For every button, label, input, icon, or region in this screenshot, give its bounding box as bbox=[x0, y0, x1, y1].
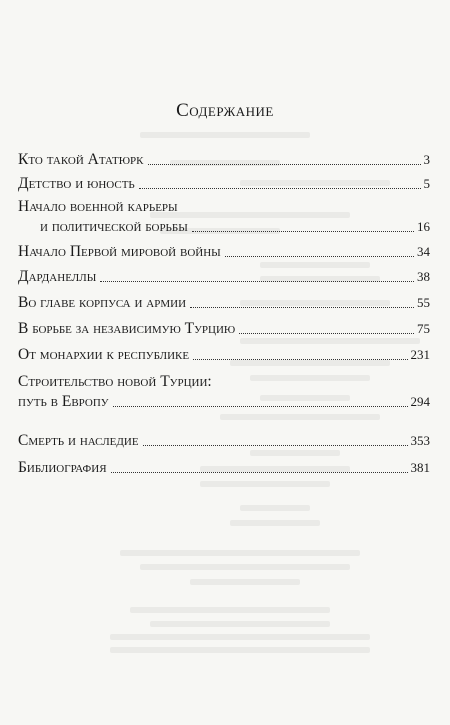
toc-entry-page: 353 bbox=[410, 433, 430, 448]
toc-entry bbox=[18, 319, 430, 339]
toc-entry-title: Во главе корпуса и армии bbox=[18, 294, 187, 311]
toc-entry-title: Начало Первой мировой войны bbox=[18, 243, 221, 260]
toc-entry-title: Дарданеллы bbox=[18, 268, 97, 285]
toc-entry bbox=[18, 150, 430, 170]
toc-entry bbox=[18, 197, 430, 237]
toc-entry-title: От монархии к республике bbox=[18, 346, 190, 363]
toc-entry-title-line1: Начало военной карьеры bbox=[18, 198, 178, 215]
dot-leader bbox=[193, 359, 407, 360]
dot-leader bbox=[113, 406, 408, 407]
toc-entry-title: Библиография bbox=[18, 459, 107, 476]
toc-entry-page: 55 bbox=[417, 295, 430, 310]
toc-entry bbox=[18, 174, 430, 194]
dot-leader bbox=[225, 256, 414, 257]
toc-entry-page: 3 bbox=[423, 152, 430, 167]
toc-entry-title: Детство и юность bbox=[18, 175, 135, 192]
toc-entry bbox=[18, 345, 430, 365]
toc-entry-page: 75 bbox=[417, 321, 430, 336]
toc-entry-title: путь в Европу bbox=[18, 393, 109, 410]
toc-entry bbox=[18, 458, 430, 478]
toc-entry-title-line1: Строительство новой Турции: bbox=[18, 373, 212, 390]
toc-entry bbox=[18, 242, 430, 262]
toc-entry-page: 231 bbox=[410, 347, 430, 362]
toc-entry bbox=[18, 293, 430, 313]
toc-entry-page: 294 bbox=[410, 394, 430, 409]
toc-entry-page: 34 bbox=[417, 244, 430, 259]
dot-leader bbox=[192, 231, 414, 232]
dot-leader bbox=[239, 333, 414, 334]
toc-entry-page: 38 bbox=[417, 269, 430, 284]
toc-entry-title: Смерть и наследие bbox=[18, 432, 139, 449]
dot-leader bbox=[148, 164, 421, 165]
toc-entry bbox=[18, 372, 430, 412]
toc-entry bbox=[18, 431, 430, 451]
toc-entry-page: 16 bbox=[417, 219, 430, 234]
dot-leader bbox=[143, 445, 408, 446]
dot-leader bbox=[139, 188, 421, 189]
dot-leader bbox=[190, 307, 414, 308]
toc-entry-title: Кто такой Ататюрк bbox=[18, 151, 144, 168]
toc-entry-title: и политической борьбы bbox=[40, 218, 188, 235]
toc-entry-title: В борьбе за независимую Турцию bbox=[18, 320, 236, 337]
toc-entry-page: 381 bbox=[410, 460, 430, 475]
dot-leader bbox=[111, 472, 408, 473]
page-title: Содержание bbox=[176, 100, 274, 121]
toc-entry-page: 5 bbox=[423, 176, 430, 191]
dot-leader bbox=[100, 281, 414, 282]
toc-entry bbox=[18, 267, 430, 287]
